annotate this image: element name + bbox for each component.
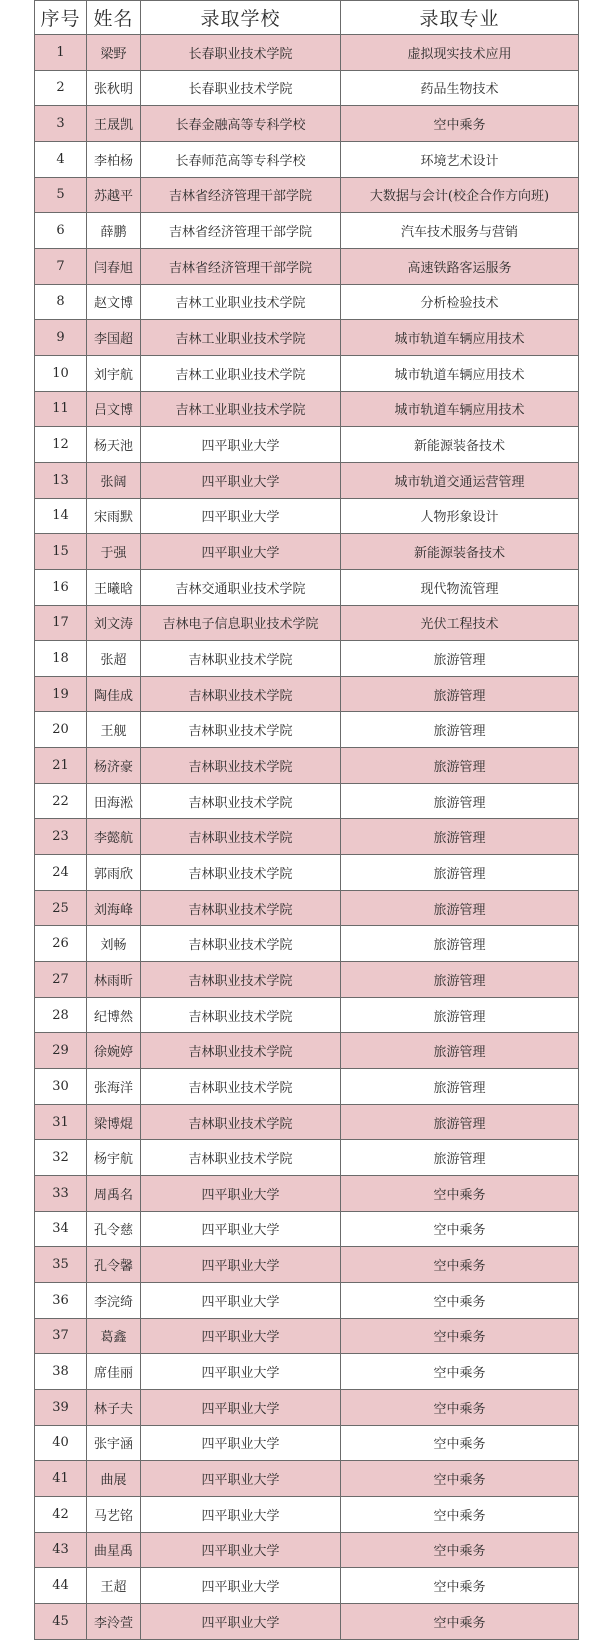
cell-admitted-school: 吉林职业技术学院 — [141, 997, 341, 1033]
cell-admitted-major: 旅游管理 — [341, 1140, 579, 1176]
cell-name: 曲星禹 — [87, 1532, 141, 1568]
cell-serial-number: 27 — [35, 962, 87, 998]
cell-name: 陶佳成 — [87, 676, 141, 712]
cell-name: 田海淞 — [87, 783, 141, 819]
cell-name: 张秋明 — [87, 70, 141, 106]
cell-admitted-school: 四平职业大学 — [141, 1389, 341, 1425]
cell-admitted-major: 旅游管理 — [341, 1069, 579, 1105]
cell-name: 曲展 — [87, 1461, 141, 1497]
header-admitted-major: 录取专业 — [341, 1, 579, 35]
cell-admitted-school: 吉林电子信息职业技术学院 — [141, 605, 341, 641]
table-row — [35, 676, 579, 712]
table-row — [35, 1318, 579, 1354]
cell-serial-number: 18 — [35, 641, 87, 677]
cell-name: 薛鹏 — [87, 213, 141, 249]
table-row — [35, 1104, 579, 1140]
table-row — [35, 1211, 579, 1247]
cell-name: 林雨昕 — [87, 962, 141, 998]
cell-admitted-major: 城市轨道车辆应用技术 — [341, 355, 579, 391]
table-row — [35, 605, 579, 641]
cell-name: 郭雨欣 — [87, 855, 141, 891]
cell-admitted-major: 大数据与会计(校企合作方向班) — [341, 177, 579, 213]
cell-admitted-major: 空中乘务 — [341, 1496, 579, 1532]
cell-admitted-school: 吉林职业技术学院 — [141, 819, 341, 855]
cell-name: 吕文博 — [87, 391, 141, 427]
header-serial-number: 序号 — [35, 1, 87, 35]
table-row — [35, 1461, 579, 1497]
cell-serial-number: 13 — [35, 462, 87, 498]
cell-admitted-major: 虚拟现实技术应用 — [341, 35, 579, 71]
cell-admitted-school: 四平职业大学 — [141, 427, 341, 463]
cell-serial-number: 38 — [35, 1354, 87, 1390]
cell-name: 王晟凯 — [87, 106, 141, 142]
cell-admitted-major: 空中乘务 — [341, 1354, 579, 1390]
table-row — [35, 890, 579, 926]
cell-serial-number: 30 — [35, 1069, 87, 1105]
table-row — [35, 855, 579, 891]
table-row — [35, 1247, 579, 1283]
table-row — [35, 1176, 579, 1212]
cell-admitted-major: 空中乘务 — [341, 1211, 579, 1247]
cell-name: 刘海峰 — [87, 890, 141, 926]
cell-admitted-school: 四平职业大学 — [141, 1568, 341, 1604]
table-row — [35, 1568, 579, 1604]
cell-admitted-school: 四平职业大学 — [141, 1176, 341, 1212]
cell-admitted-school: 吉林职业技术学院 — [141, 748, 341, 784]
cell-serial-number: 33 — [35, 1176, 87, 1212]
cell-admitted-school: 吉林省经济管理干部学院 — [141, 248, 341, 284]
cell-admitted-school: 长春师范高等专科学校 — [141, 141, 341, 177]
cell-name: 梁野 — [87, 35, 141, 71]
cell-admitted-school: 四平职业大学 — [141, 498, 341, 534]
header-admitted-school: 录取学校 — [141, 1, 341, 35]
cell-serial-number: 16 — [35, 569, 87, 605]
cell-admitted-school: 长春职业技术学院 — [141, 35, 341, 71]
cell-admitted-school: 四平职业大学 — [141, 534, 341, 570]
cell-name: 李浣绮 — [87, 1282, 141, 1318]
cell-serial-number: 21 — [35, 748, 87, 784]
cell-admitted-major: 分析检验技术 — [341, 284, 579, 320]
table-row — [35, 462, 579, 498]
cell-admitted-major: 旅游管理 — [341, 748, 579, 784]
cell-name: 杨宇航 — [87, 1140, 141, 1176]
table-row — [35, 748, 579, 784]
table-row — [35, 320, 579, 356]
cell-admitted-major: 旅游管理 — [341, 712, 579, 748]
cell-admitted-major: 空中乘务 — [341, 1389, 579, 1425]
table-row — [35, 997, 579, 1033]
cell-admitted-school: 四平职业大学 — [141, 1425, 341, 1461]
cell-serial-number: 3 — [35, 106, 87, 142]
cell-name: 刘宇航 — [87, 355, 141, 391]
cell-name: 刘畅 — [87, 926, 141, 962]
cell-name: 徐婉婷 — [87, 1033, 141, 1069]
table-row — [35, 177, 579, 213]
cell-admitted-major: 城市轨道车辆应用技术 — [341, 320, 579, 356]
cell-admitted-major: 空中乘务 — [341, 1176, 579, 1212]
cell-admitted-school: 吉林工业职业技术学院 — [141, 355, 341, 391]
table-row — [35, 819, 579, 855]
cell-admitted-school: 吉林职业技术学院 — [141, 1069, 341, 1105]
cell-serial-number: 14 — [35, 498, 87, 534]
cell-admitted-school: 吉林职业技术学院 — [141, 855, 341, 891]
cell-serial-number: 8 — [35, 284, 87, 320]
cell-name: 王超 — [87, 1568, 141, 1604]
cell-serial-number: 15 — [35, 534, 87, 570]
cell-name: 张海洋 — [87, 1069, 141, 1105]
cell-name: 苏越平 — [87, 177, 141, 213]
table-row — [35, 70, 579, 106]
cell-admitted-school: 吉林省经济管理干部学院 — [141, 177, 341, 213]
cell-admitted-major: 旅游管理 — [341, 855, 579, 891]
cell-admitted-major: 旅游管理 — [341, 1104, 579, 1140]
cell-serial-number: 40 — [35, 1425, 87, 1461]
cell-name: 周禹名 — [87, 1176, 141, 1212]
cell-admitted-major: 城市轨道交通运营管理 — [341, 462, 579, 498]
table-body — [35, 35, 579, 1640]
cell-admitted-major: 人物形象设计 — [341, 498, 579, 534]
cell-name: 张宇涵 — [87, 1425, 141, 1461]
cell-admitted-school: 四平职业大学 — [141, 462, 341, 498]
cell-admitted-school: 吉林职业技术学院 — [141, 1140, 341, 1176]
table-row — [35, 569, 579, 605]
admission-table — [34, 0, 579, 1640]
table-row — [35, 498, 579, 534]
cell-admitted-major: 空中乘务 — [341, 1318, 579, 1354]
cell-name: 于强 — [87, 534, 141, 570]
table-row — [35, 1532, 579, 1568]
cell-admitted-school: 长春金融高等专科学校 — [141, 106, 341, 142]
cell-name: 林子夫 — [87, 1389, 141, 1425]
table-row — [35, 1282, 579, 1318]
cell-admitted-school: 吉林工业职业技术学院 — [141, 320, 341, 356]
table-row — [35, 783, 579, 819]
cell-serial-number: 37 — [35, 1318, 87, 1354]
cell-admitted-major: 新能源装备技术 — [341, 427, 579, 463]
cell-name: 马艺铭 — [87, 1496, 141, 1532]
table-row — [35, 534, 579, 570]
cell-name: 纪博然 — [87, 997, 141, 1033]
table-row — [35, 926, 579, 962]
cell-admitted-school: 吉林工业职业技术学院 — [141, 284, 341, 320]
cell-admitted-major: 空中乘务 — [341, 1568, 579, 1604]
cell-admitted-major: 高速铁路客运服务 — [341, 248, 579, 284]
cell-serial-number: 7 — [35, 248, 87, 284]
table-row — [35, 1425, 579, 1461]
cell-admitted-school: 吉林职业技术学院 — [141, 783, 341, 819]
cell-admitted-major: 空中乘务 — [341, 1603, 579, 1639]
cell-admitted-school: 吉林省经济管理干部学院 — [141, 213, 341, 249]
cell-serial-number: 24 — [35, 855, 87, 891]
cell-name: 张超 — [87, 641, 141, 677]
cell-admitted-major: 光伏工程技术 — [341, 605, 579, 641]
cell-admitted-school: 四平职业大学 — [141, 1603, 341, 1639]
cell-name: 王舰 — [87, 712, 141, 748]
cell-admitted-school: 吉林职业技术学院 — [141, 1104, 341, 1140]
cell-name: 张阔 — [87, 462, 141, 498]
cell-serial-number: 12 — [35, 427, 87, 463]
cell-name: 刘文涛 — [87, 605, 141, 641]
cell-name: 孔令馨 — [87, 1247, 141, 1283]
cell-admitted-major: 旅游管理 — [341, 641, 579, 677]
cell-admitted-school: 四平职业大学 — [141, 1496, 341, 1532]
cell-admitted-school: 四平职业大学 — [141, 1247, 341, 1283]
cell-name: 李泠萱 — [87, 1603, 141, 1639]
cell-admitted-school: 四平职业大学 — [141, 1211, 341, 1247]
header-row — [35, 1, 579, 35]
table-row — [35, 141, 579, 177]
cell-serial-number: 42 — [35, 1496, 87, 1532]
cell-name: 王曦晗 — [87, 569, 141, 605]
cell-admitted-major: 空中乘务 — [341, 1425, 579, 1461]
cell-admitted-school: 长春职业技术学院 — [141, 70, 341, 106]
cell-admitted-major: 空中乘务 — [341, 1282, 579, 1318]
cell-serial-number: 2 — [35, 70, 87, 106]
cell-name: 赵文博 — [87, 284, 141, 320]
cell-admitted-major: 旅游管理 — [341, 1033, 579, 1069]
cell-serial-number: 4 — [35, 141, 87, 177]
table-row — [35, 248, 579, 284]
table-row — [35, 213, 579, 249]
table-row — [35, 1069, 579, 1105]
cell-serial-number: 23 — [35, 819, 87, 855]
cell-admitted-major: 空中乘务 — [341, 106, 579, 142]
cell-admitted-major: 旅游管理 — [341, 819, 579, 855]
cell-serial-number: 34 — [35, 1211, 87, 1247]
cell-serial-number: 29 — [35, 1033, 87, 1069]
cell-name: 杨天池 — [87, 427, 141, 463]
cell-serial-number: 10 — [35, 355, 87, 391]
cell-admitted-school: 吉林职业技术学院 — [141, 712, 341, 748]
cell-admitted-school: 吉林交通职业技术学院 — [141, 569, 341, 605]
cell-admitted-major: 旅游管理 — [341, 997, 579, 1033]
cell-admitted-school: 吉林职业技术学院 — [141, 676, 341, 712]
cell-name: 梁博焜 — [87, 1104, 141, 1140]
cell-serial-number: 22 — [35, 783, 87, 819]
table-row — [35, 1389, 579, 1425]
cell-admitted-school: 四平职业大学 — [141, 1282, 341, 1318]
cell-serial-number: 39 — [35, 1389, 87, 1425]
cell-admitted-major: 旅游管理 — [341, 676, 579, 712]
table-row — [35, 355, 579, 391]
table-row — [35, 1496, 579, 1532]
cell-name: 闫春旭 — [87, 248, 141, 284]
cell-serial-number: 28 — [35, 997, 87, 1033]
cell-name: 席佳丽 — [87, 1354, 141, 1390]
table-row — [35, 106, 579, 142]
cell-admitted-major: 环境艺术设计 — [341, 141, 579, 177]
cell-admitted-school: 四平职业大学 — [141, 1461, 341, 1497]
table-header — [35, 1, 579, 35]
cell-serial-number: 20 — [35, 712, 87, 748]
cell-name: 李国超 — [87, 320, 141, 356]
cell-admitted-major: 现代物流管理 — [341, 569, 579, 605]
cell-admitted-major: 汽车技术服务与营销 — [341, 213, 579, 249]
cell-admitted-school: 吉林职业技术学院 — [141, 962, 341, 998]
cell-serial-number: 41 — [35, 1461, 87, 1497]
cell-serial-number: 45 — [35, 1603, 87, 1639]
cell-serial-number: 32 — [35, 1140, 87, 1176]
table-row — [35, 1033, 579, 1069]
cell-name: 杨济豪 — [87, 748, 141, 784]
cell-serial-number: 17 — [35, 605, 87, 641]
table-row — [35, 427, 579, 463]
cell-serial-number: 1 — [35, 35, 87, 71]
cell-admitted-major: 旅游管理 — [341, 926, 579, 962]
header-name: 姓名 — [87, 1, 141, 35]
cell-admitted-school: 吉林职业技术学院 — [141, 926, 341, 962]
cell-admitted-major: 空中乘务 — [341, 1532, 579, 1568]
cell-admitted-school: 吉林职业技术学院 — [141, 641, 341, 677]
cell-serial-number: 19 — [35, 676, 87, 712]
cell-name: 宋雨默 — [87, 498, 141, 534]
table-row — [35, 962, 579, 998]
cell-admitted-school: 四平职业大学 — [141, 1318, 341, 1354]
cell-name: 李懿航 — [87, 819, 141, 855]
cell-admitted-major: 旅游管理 — [341, 890, 579, 926]
table-row — [35, 35, 579, 71]
cell-admitted-school: 四平职业大学 — [141, 1354, 341, 1390]
table-row — [35, 1603, 579, 1639]
cell-serial-number: 6 — [35, 213, 87, 249]
cell-admitted-school: 吉林职业技术学院 — [141, 1033, 341, 1069]
cell-serial-number: 36 — [35, 1282, 87, 1318]
cell-name: 李柏杨 — [87, 141, 141, 177]
cell-admitted-major: 空中乘务 — [341, 1461, 579, 1497]
cell-admitted-major: 新能源装备技术 — [341, 534, 579, 570]
cell-admitted-school: 吉林职业技术学院 — [141, 890, 341, 926]
cell-admitted-major: 药品生物技术 — [341, 70, 579, 106]
cell-admitted-school: 吉林工业职业技术学院 — [141, 391, 341, 427]
cell-name: 孔令慈 — [87, 1211, 141, 1247]
cell-admitted-major: 空中乘务 — [341, 1247, 579, 1283]
table-row — [35, 1354, 579, 1390]
cell-serial-number: 43 — [35, 1532, 87, 1568]
cell-admitted-school: 四平职业大学 — [141, 1532, 341, 1568]
cell-admitted-major: 城市轨道车辆应用技术 — [341, 391, 579, 427]
cell-admitted-major: 旅游管理 — [341, 783, 579, 819]
cell-serial-number: 35 — [35, 1247, 87, 1283]
cell-serial-number: 25 — [35, 890, 87, 926]
cell-admitted-major: 旅游管理 — [341, 962, 579, 998]
cell-serial-number: 44 — [35, 1568, 87, 1604]
cell-name: 葛鑫 — [87, 1318, 141, 1354]
cell-serial-number: 26 — [35, 926, 87, 962]
cell-serial-number: 31 — [35, 1104, 87, 1140]
table-row — [35, 712, 579, 748]
table-row — [35, 1140, 579, 1176]
table-row — [35, 391, 579, 427]
cell-serial-number: 11 — [35, 391, 87, 427]
cell-serial-number: 9 — [35, 320, 87, 356]
table-row — [35, 284, 579, 320]
cell-serial-number: 5 — [35, 177, 87, 213]
table-row — [35, 641, 579, 677]
